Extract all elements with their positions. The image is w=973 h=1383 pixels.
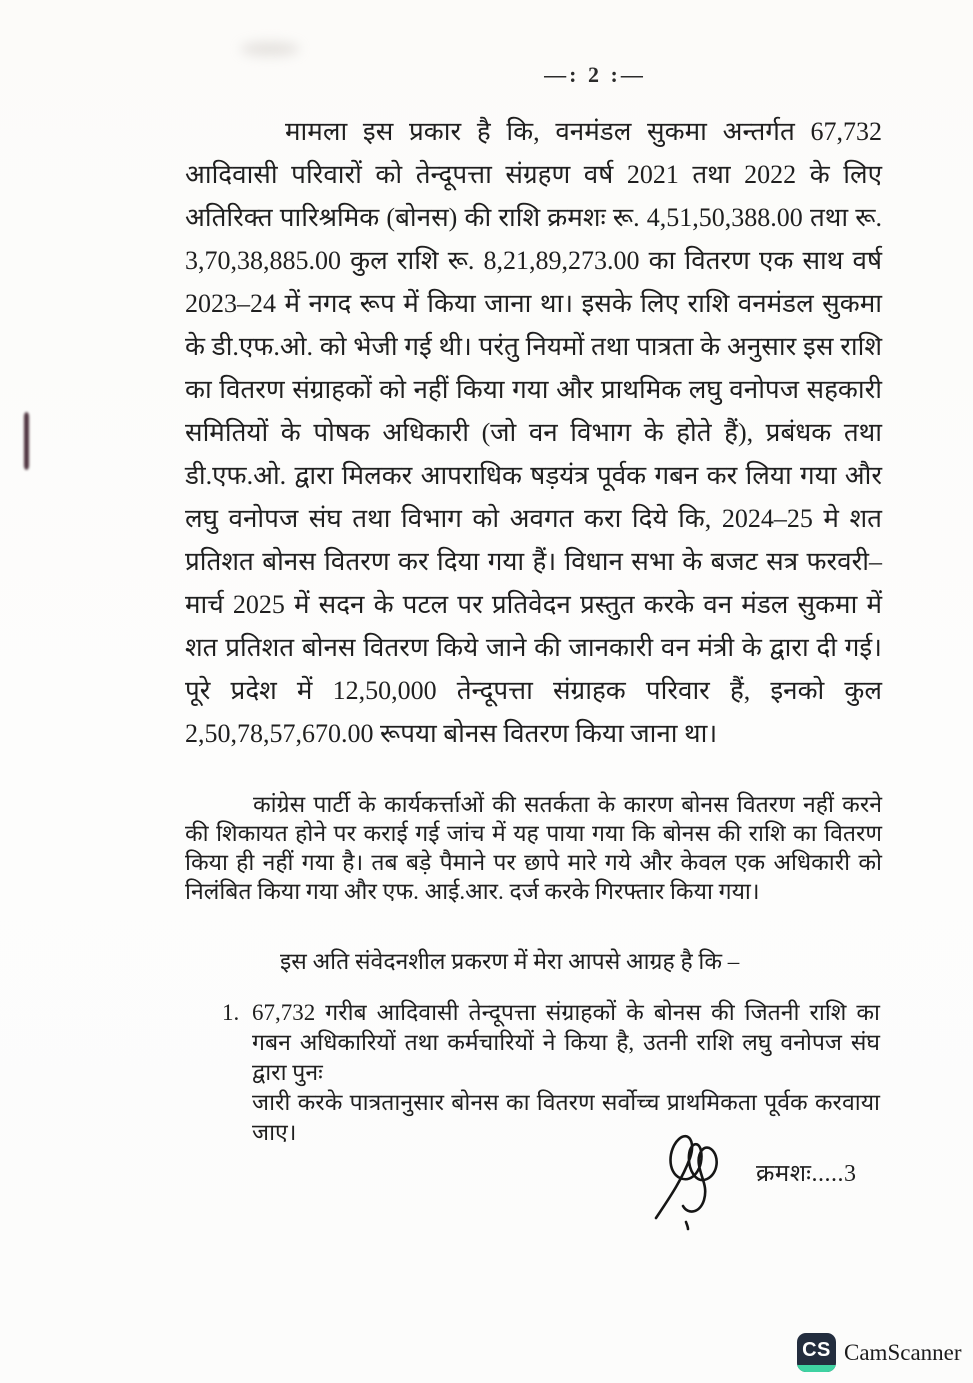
paragraph-request-intro: इस अति संवेदनशील प्रकरण में मेरा आपसे आग्रह है कि – xyxy=(280,949,740,974)
camscanner-logo-icon xyxy=(797,1333,836,1372)
camscanner-watermark xyxy=(797,1333,962,1372)
list-item-1-text-continued: जारी करके पात्रतानुसार बोनस का वितरण सर्वोच्च प्राथमिकता पूर्वक करवाया जाए। xyxy=(252,1090,880,1145)
paragraph-case-details: मामला इस प्रकार है कि, वनमंडल सुकमा अन्तर्गत 67,732 आदिवासी परिवारों को तेन्दूपत्ता संग्रहण वर्ष 2021 तथा 2022 के लिए अतिरिक्त पारिश्रमिक (बोनस) की राशि क्रमशः रू. 4,51,50,388.00 तथा रू. 3,70,38,885.00 कुल राशि रू. 8,21,89,273.00 का वितरण एक साथ वर्ष 2023–24 में नगद रूप में किया जाना था। इसके लिए राशि वनमंडल सुकमा के डी.एफ.ओ. को भेजी गई थी। परंतु नियमों तथा पात्रता के अनुसार इस राशि का वितरण संग्राहकों को नहीं किया गया और प्राथमिक लघु वनोपज सहकारी समितियों के पोषक अधिकारी (जो वन विभाग के होते हैं), प्रबंधक तथा डी.एफ.ओ. द्वारा मिलकर आपराधिक षड़यंत्र पूर्वक गबन कर लिया गया और लघु वनोपज संघ तथा विभाग को अवगत करा दिये कि, 2024–25 मे शत प्रतिशत बोनस वितरण कर दिया गया हैं। विधान सभा के बजट सत्र फरवरी–मार्च 2025 में सदन के पटल पर प्रतिवेदन प्रस्तुत करके वन मंडल सुकमा में शत प्रतिशत बोनस वितरण किये जाने की जानकारी वन मंत्री के द्वारा दी गई। पूरे प्रदेश में 12,50,000 तेन्दूपत्ता संग्राहक परिवार हैं, इनको कुल 2,50,78,57,670.00 रूपया बोनस वितरण किया जाना था। xyxy=(185,117,882,748)
scan-artifact-mark xyxy=(24,412,29,470)
signature xyxy=(648,1118,763,1233)
list-item-1-marker: 1. xyxy=(222,1000,240,1025)
list-item-1-text: 67,732 गरीब आदिवासी तेन्दूपत्ता संग्राहकों के बोनस की जितनी राशि का गबन अधिकारियों तथा कर्मचारियों ने किया है, उतनी राशि लघु वनोपज संघ द्वारा पुनः xyxy=(252,1000,880,1085)
paragraph-congress-vigilance: कांग्रेस पार्टी के कार्यकर्त्ताओं की सतर्कता के कारण बोनस वितरण नहीं करने की शिकायत होने पर कराई गई जांच में यह पाया गया कि बोनस की राशि का वितरण किया ही नहीं गया है। तब बड़े पैमाने पर छापे मारे गये और केवल एक अधिकारी को निलंबित किया गया और एफ. आई.आर. दर्ज करके गिरफ्तार किया गया। xyxy=(185,792,882,904)
camscanner-brand-text: CamScanner xyxy=(844,1339,962,1365)
list-item-1 xyxy=(222,998,882,1148)
scan-smudge xyxy=(240,42,300,56)
camscanner-logo-accent-strip xyxy=(797,1365,836,1372)
camscanner-logo-initials: CS xyxy=(802,1339,831,1361)
page-number: —: 2 :— xyxy=(544,62,646,87)
continuation-note: क्रमशः.....3 xyxy=(756,1161,857,1187)
